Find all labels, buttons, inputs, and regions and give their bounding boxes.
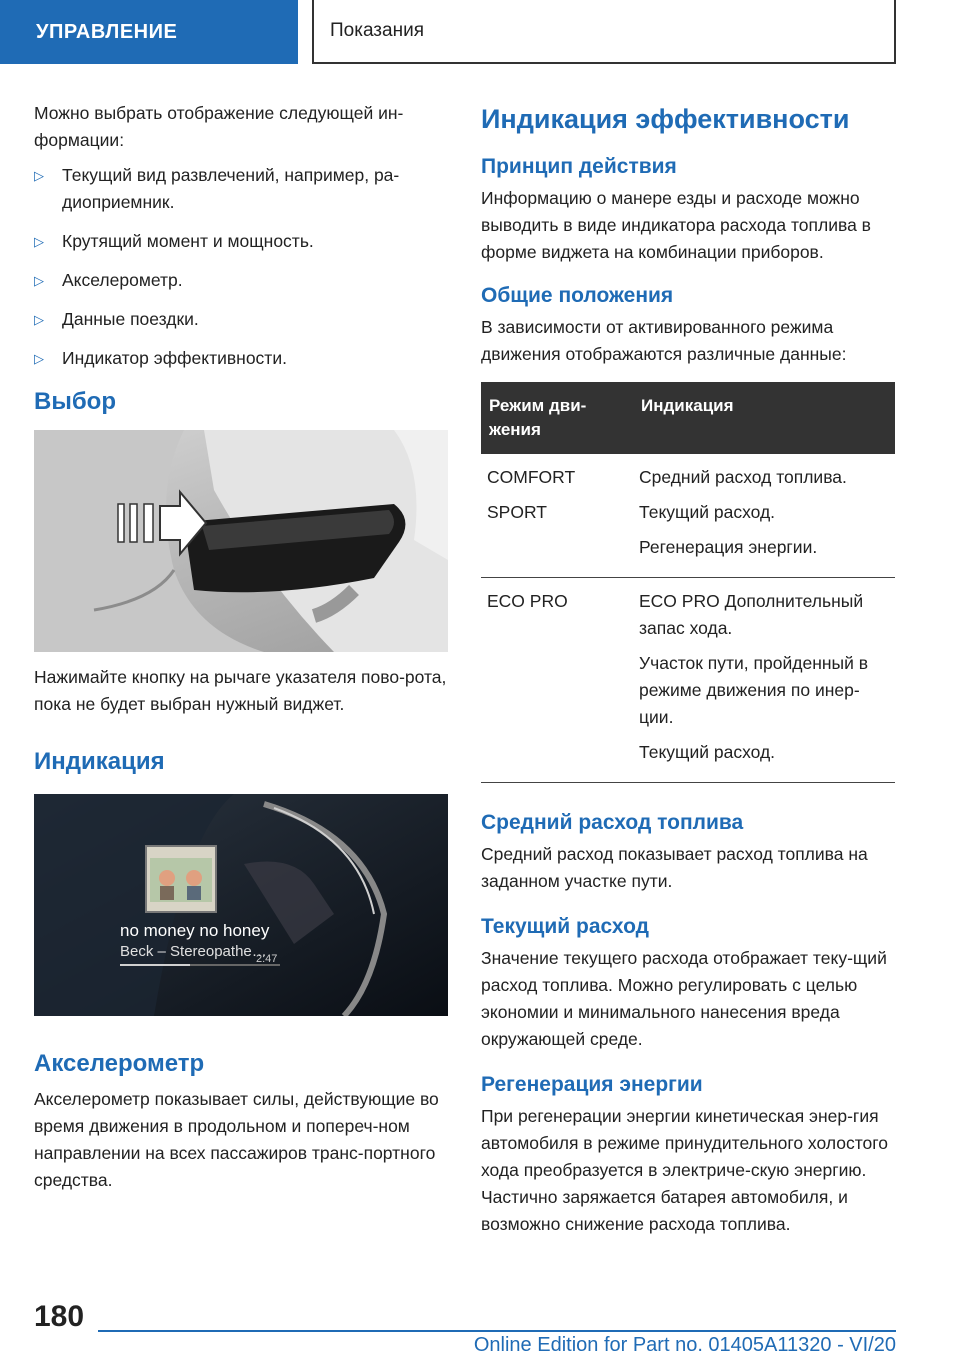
bullet-triangle-icon: ▷ (34, 312, 44, 327)
page-number: 180 (34, 1300, 85, 1333)
bullet-triangle-icon: ▷ (34, 273, 44, 288)
list-item: ▷ Крутящий момент и мощность. (34, 228, 448, 255)
table-row (481, 454, 895, 578)
list-item: ▷ Текущий вид развлечений, например, ра-диоприемник. (34, 162, 448, 216)
section-title: УПРАВЛЕНИЕ (36, 20, 178, 43)
footer-divider (98, 1330, 896, 1332)
display-item: Регенерация энергии. (639, 537, 818, 557)
drive-mode-table (481, 382, 895, 783)
regeneration-heading: Регенерация энергии (481, 1073, 703, 1096)
display-item: Участок пути, пройденный в режиме движения по инер-ции. (639, 653, 869, 727)
display-item: Средний расход топлива. (639, 467, 847, 487)
left-column (34, 100, 448, 1194)
current-consumption-text: Значение текущего расхода отображает теку-щий расход топлива. Можно регулировать с целью экономии и минимального нанесения вреда окружающей среде. (481, 948, 887, 1049)
mode-cell (481, 578, 633, 783)
average-consumption-text: Средний расход показывает расход топлива на заданном участке пути. (481, 844, 868, 891)
chapter-title: Показания (330, 20, 424, 41)
edition-text: Online Edition for Part no. 01405A11320 - VI/20 (473, 1334, 896, 1356)
section-tab (0, 0, 298, 64)
mode-comfort: COMFORT (487, 467, 576, 487)
general-heading: Общие положения (481, 284, 674, 307)
column-header-display: Индикация (633, 382, 895, 454)
mode-cell (481, 454, 633, 578)
intro-text: Можно выбрать отображение следующей ин-формации: (34, 103, 404, 150)
bullet-triangle-icon: ▷ (34, 168, 44, 183)
list-item: ▷ Данные поездки. (34, 306, 448, 333)
selection-text: Нажимайте кнопку на рычаге указателя пово-рота, пока не будет выбран нужный виджет. (34, 667, 447, 714)
mode-sport: SPORT (487, 502, 547, 522)
chapter-tab (312, 0, 896, 64)
list-item: ▷ Индикатор эффективности. (34, 345, 448, 372)
mode-eco-pro: ECO PRO (487, 591, 568, 611)
current-consumption-heading: Текущий расход (481, 915, 649, 938)
accelerometer-heading: Акселерометр (34, 1050, 205, 1077)
cluster-illustration (34, 794, 448, 1016)
bullet-triangle-icon: ▷ (34, 351, 44, 366)
accelerometer-text: Акселерометр показывает силы, действующие во время движения в продольном и попереч-ном направлении на всех пассажиров транс-портного средства. (34, 1089, 439, 1190)
principle-text: Информацию о манере езды и расходе можно выводить в виде индикатора расхода топлива в форме виджета на комбинации приборов. (481, 188, 871, 262)
widget-list (34, 162, 448, 372)
display-item: ECO PRO Дополнительный запас хода. (639, 591, 864, 638)
track-time: 2:47 (256, 953, 278, 965)
display-cell (633, 578, 895, 783)
track-artist: Beck – Stereopathe… (120, 943, 267, 960)
display-item: Текущий расход. (639, 502, 776, 522)
right-column (481, 100, 895, 1238)
selection-heading: Выбор (34, 388, 116, 415)
list-item: ▷ Акселерометр. (34, 267, 448, 294)
display-heading: Индикация (34, 748, 165, 775)
column-header-mode: Режим дви-жения (481, 382, 633, 454)
principle-heading: Принцип действия (481, 155, 677, 178)
instrument-cluster-image (34, 794, 448, 1016)
average-consumption-heading: Средний расход топлива (481, 811, 744, 834)
table-row (481, 578, 895, 783)
turn-signal-lever-image (34, 430, 448, 652)
efficiency-heading: Индикация эффективности (481, 104, 850, 134)
lever-illustration (34, 430, 448, 652)
general-text: В зависимости от активированного режима движения отображаются различные данные: (481, 317, 847, 364)
bullet-triangle-icon: ▷ (34, 234, 44, 249)
display-cell (633, 454, 895, 578)
track-title: no money no honey (120, 921, 270, 940)
regeneration-text: При регенерации энергии кинетическая энер-гия автомобиля в режиме принудительного холостого хода преобразуется в электриче-скую энергию. Частично заряжается батарея автомобиля, и возможно снижение расхода топлива. (481, 1106, 889, 1234)
table-header-row (481, 382, 895, 454)
display-item: Текущий расход. (639, 742, 776, 762)
